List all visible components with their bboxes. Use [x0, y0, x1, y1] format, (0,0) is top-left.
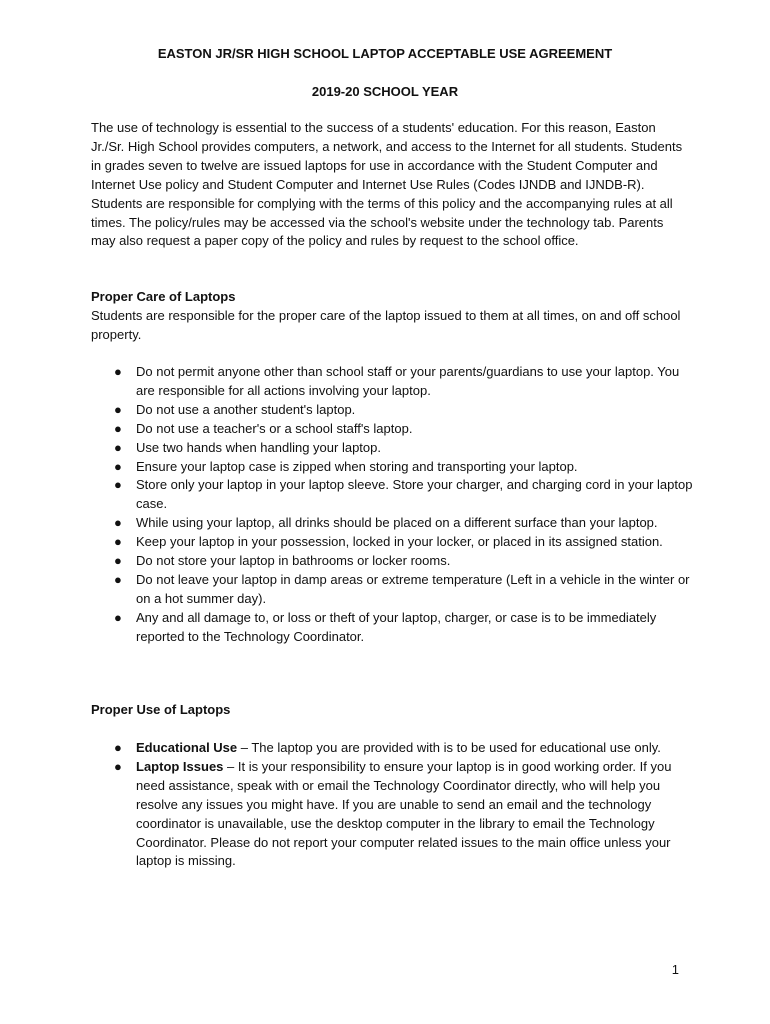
list-item-text: Keep your laptop in your possession, locked in your locker, or placed in its assigned station. [136, 534, 663, 550]
use-heading: Proper Use of Laptops [91, 702, 231, 717]
list-item-lead: Educational Use [136, 740, 238, 755]
bullet-icon: ● [114, 364, 122, 379]
list-item [0, 552, 696, 571]
bullet-icon: ● [114, 534, 122, 550]
bullet-icon: ● [114, 740, 122, 755]
list-item-text: Ensure your laptop case is zipped when storing and transporting your laptop. [136, 458, 578, 474]
list-item-text: Do not leave your laptop in damp areas or extreme temperature (Left in a vehicle in the winter or on a hot summer day). [136, 571, 690, 606]
list-item-text: Do not store your laptop in bathrooms or locker rooms. [136, 553, 451, 569]
use-list [0, 739, 696, 871]
bullet-icon: ● [114, 758, 122, 774]
list-item-text: Store only your laptop in your laptop sleeve. Store your charger, and charging cord in your laptop case. [136, 477, 693, 512]
list-item [0, 363, 696, 401]
list-item-text: While using your laptop, all drinks should be placed on a different surface than your laptop. [136, 515, 658, 531]
intro-paragraph: The use of technology is essential to the success of a students' education. For this reason, Easton Jr./Sr. High School provides computers, a network, and access to the Internet for all students. Students in grades seven to twelve are issued laptops for use in accordance with the Student Computer and Internet Use policy and Student Computer and Internet Use Rules (Codes IJNDB and IJNDB-R). Students are responsible for complying with the terms of this policy and the accompanying rules at all times. The policy/rules may be accessed via the school's website under the technology tab. Parents may also request a paper copy of the policy and rules by request to the school office. [91, 120, 683, 249]
bullet-icon: ● [114, 515, 122, 531]
bullet-icon: ● [114, 571, 122, 587]
list-item-text: Use two hands when handling your laptop. [136, 439, 381, 455]
list-item-text: Do not permit anyone other than school staff or your parents/guardians to use your laptop. You are responsible for all actions involving your laptop. [136, 364, 680, 398]
list-item [0, 514, 696, 533]
list-item [0, 758, 696, 871]
list-item-lead: Laptop Issues [136, 758, 224, 774]
list-item [0, 739, 696, 758]
bullet-icon: ● [114, 477, 122, 493]
list-item-text: Any and all damage to, or loss or theft of your laptop, charger, or case is to be immediately reported to the Technology Coordinator. [136, 609, 657, 644]
list-item [0, 420, 696, 439]
list-item [0, 439, 696, 458]
care-paragraph: Students are responsible for the proper care of the laptop issued to them at all times, on and off school property. [91, 308, 681, 342]
school-year: 2019-20 SCHOOL YEAR [311, 84, 459, 99]
care-list [0, 363, 696, 647]
bullet-icon: ● [114, 401, 122, 417]
list-item [0, 571, 696, 609]
list-item [0, 533, 696, 552]
list-item-text: Do not use a teacher's or a school staff's laptop. [136, 420, 413, 436]
list-item [0, 401, 696, 420]
document-title: EASTON JR/SR HIGH SCHOOL LAPTOP ACCEPTABLE USE AGREEMENT [157, 46, 613, 61]
page-number: 1 [671, 962, 679, 977]
list-item [0, 609, 696, 647]
list-item-text: Do not use a another student's laptop. [136, 401, 356, 417]
list-item [0, 476, 696, 514]
bullet-icon: ● [114, 609, 122, 625]
bullet-icon: ● [114, 420, 122, 436]
care-heading: Proper Care of Laptops [91, 289, 236, 304]
bullet-icon: ● [114, 439, 122, 455]
bullet-icon: ● [114, 553, 122, 569]
bullet-icon: ● [114, 458, 122, 474]
list-item [0, 458, 696, 477]
list-item-text: – It is your responsibility to ensure your laptop is in good working order. If you need assistance, speak with or email the Technology Coordinator directly, who will help you resolve any issues you might have. If you are unable to send an email and the technology coordinator is unavailable, use the desktop computer in the library to email the Technology Coordinator. Please do not report your computer related issues to the main office unless your laptop is missing. [136, 758, 672, 869]
list-item-text: – The laptop you are provided with is to be used for educational use only. [237, 740, 661, 755]
